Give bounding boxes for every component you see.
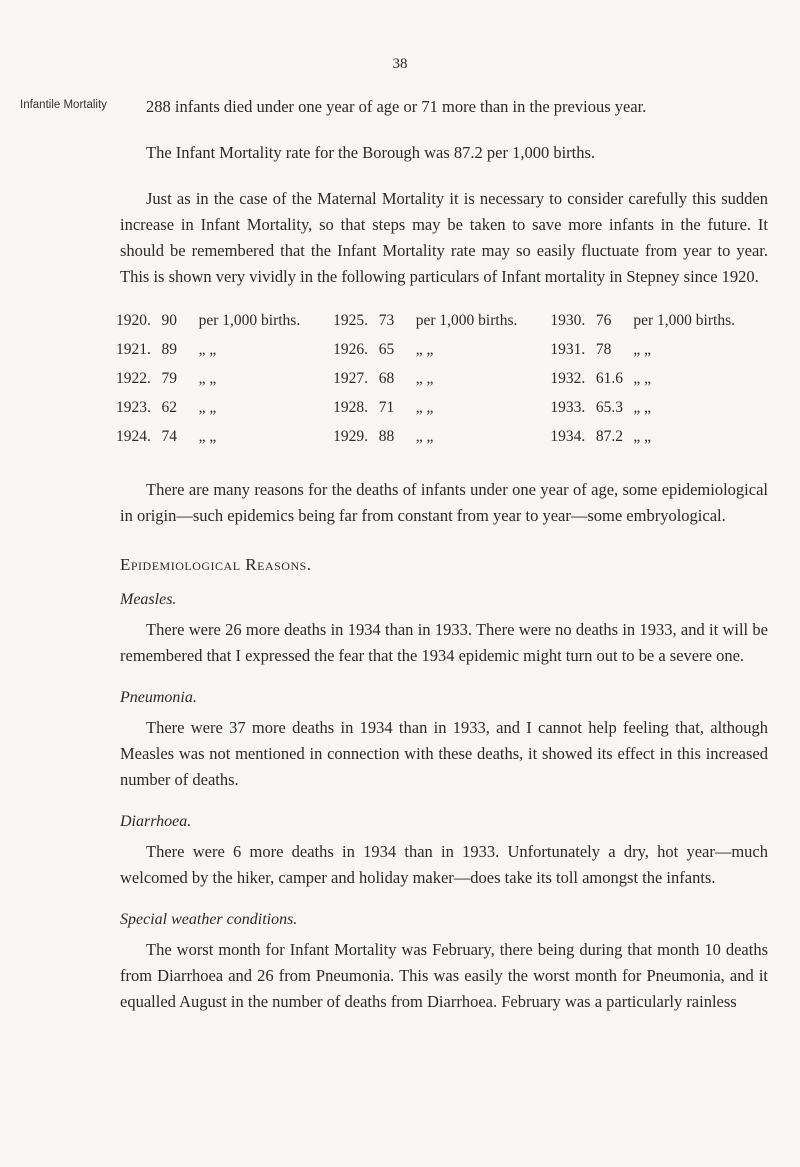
table-cell-rate: 62 xyxy=(161,398,178,416)
table-cell-unit: „ „ xyxy=(198,427,217,445)
table-cell-unit: per 1,000 births. xyxy=(415,311,518,329)
table-cell-year: 1927. xyxy=(333,369,369,387)
table-cell-unit: „ „ xyxy=(633,340,652,358)
table-cell-year: 1926. xyxy=(333,340,369,358)
table-cell-rate: 87.2 xyxy=(595,427,623,445)
table-cell-year: 1923. xyxy=(116,398,151,416)
table-cell-rate: 65.3 xyxy=(595,398,623,416)
table-cell-year: 1932. xyxy=(550,369,586,387)
table-cell-rate: 88 xyxy=(378,427,395,445)
table-cell-unit: „ „ xyxy=(415,427,434,445)
table-cell-rate: 61.6 xyxy=(595,369,623,387)
table-cell-year: 1924. xyxy=(116,427,151,445)
table-cell-rate: 71 xyxy=(378,398,395,416)
table-cell-rate: 90 xyxy=(161,311,178,329)
table-cell-rate: 78 xyxy=(595,340,612,358)
paragraph-diarrhoea: There were 6 more deaths in 1934 than in 1933. Unfortunately a dry, hot year—much welcomed by the hiker, camper and holiday maker—does take its toll amongst the infants. xyxy=(120,842,768,887)
table-cell-unit: per 1,000 births. xyxy=(633,311,735,329)
table-cell-year: 1933. xyxy=(550,398,586,416)
page-number: 38 xyxy=(392,56,408,72)
table-cell-year: 1922. xyxy=(116,369,151,387)
paragraph-mortality-rate: The Infant Mortality rate for the Borough was 87.2 per 1,000 births. xyxy=(146,143,596,162)
paragraph-measles: There were 26 more deaths in 1934 than in 1933. There were no deaths in 1933, and it will be remembered that I expressed the fear that the 1934 epidemic might turn out to be a severe one. xyxy=(120,620,768,665)
subheading-diarrhoea: Diarrhoea. xyxy=(120,813,192,830)
table-cell-year: 1929. xyxy=(333,427,369,445)
table-row xyxy=(116,335,768,364)
table-cell-rate: 65 xyxy=(378,340,395,358)
paragraph-pneumonia: There were 37 more deaths in 1934 than in 1933, and I cannot help feeling that, although Measles was not mentioned in connection with these deaths, it showed its effect in this increased number of deaths. xyxy=(120,718,768,789)
subheading-measles: Measles. xyxy=(120,591,177,608)
table-cell-rate: 76 xyxy=(595,311,612,329)
table-cell-unit: „ „ xyxy=(415,340,434,358)
table-cell-unit: „ „ xyxy=(198,340,217,358)
margin-note: Infantile Mortality xyxy=(20,99,107,111)
table-cell-rate: 89 xyxy=(161,340,178,358)
table-cell-unit: „ „ xyxy=(415,398,434,416)
mortality-rates-table xyxy=(116,306,768,451)
table-cell-unit: „ „ xyxy=(633,427,652,445)
table-row xyxy=(116,422,768,451)
table-cell-rate: 73 xyxy=(378,311,395,329)
table-cell-unit: „ „ xyxy=(633,369,652,387)
table-row xyxy=(116,393,768,422)
section-heading: Epidemiological Reasons. xyxy=(120,555,312,574)
table-cell-unit: „ „ xyxy=(633,398,652,416)
subheading-weather: Special weather conditions. xyxy=(120,911,298,928)
page-body xyxy=(116,94,768,1015)
table-cell-unit: „ „ xyxy=(198,369,217,387)
subheading-pneumonia: Pneumonia. xyxy=(120,689,197,706)
table-cell-year: 1934. xyxy=(550,427,586,445)
table-row xyxy=(116,306,768,335)
table-cell-year: 1931. xyxy=(550,340,586,358)
paragraph-infant-deaths: 288 infants died under one year of age or 71 more than in the previous year. xyxy=(146,97,647,116)
table-cell-unit: „ „ xyxy=(198,398,217,416)
table-cell-unit: per 1,000 births. xyxy=(198,311,301,329)
paragraph-fluctuation: Just as in the case of the Maternal Mortality it is necessary to consider carefully this sudden increase in Infant Mortality, so that steps may be taken to save more infants in the future. It should be remembered that the Infant Mortality rate may so easily fluctuate from year to year. This is shown very vividly in the following particulars of Infant mortality in Stepney since 1920. xyxy=(120,189,768,286)
table-cell-unit: „ „ xyxy=(415,369,434,387)
table-cell-rate: 74 xyxy=(161,427,178,445)
table-cell-rate: 79 xyxy=(161,369,178,387)
table-cell-year: 1925. xyxy=(333,311,369,329)
table-cell-rate: 68 xyxy=(378,369,395,387)
table-cell-year: 1920. xyxy=(116,311,151,329)
paragraph-reasons: There are many reasons for the deaths of infants under one year of age, some epidemiological in origin—such epidemics being far from constant from year to year—some embryological. xyxy=(120,480,768,525)
table-cell-year: 1921. xyxy=(116,340,151,358)
table-cell-year: 1930. xyxy=(550,311,586,329)
table-row xyxy=(116,364,768,393)
table-cell-year: 1928. xyxy=(333,398,369,416)
paragraph-weather: The worst month for Infant Mortality was February, there being during that month 10 deaths from Diarrhoea and 26 from Pneumonia. This was easily the worst month for Pneumonia, and it equalled August in the number of deaths from Diarrhoea. February was a particularly rainless xyxy=(120,940,768,1011)
